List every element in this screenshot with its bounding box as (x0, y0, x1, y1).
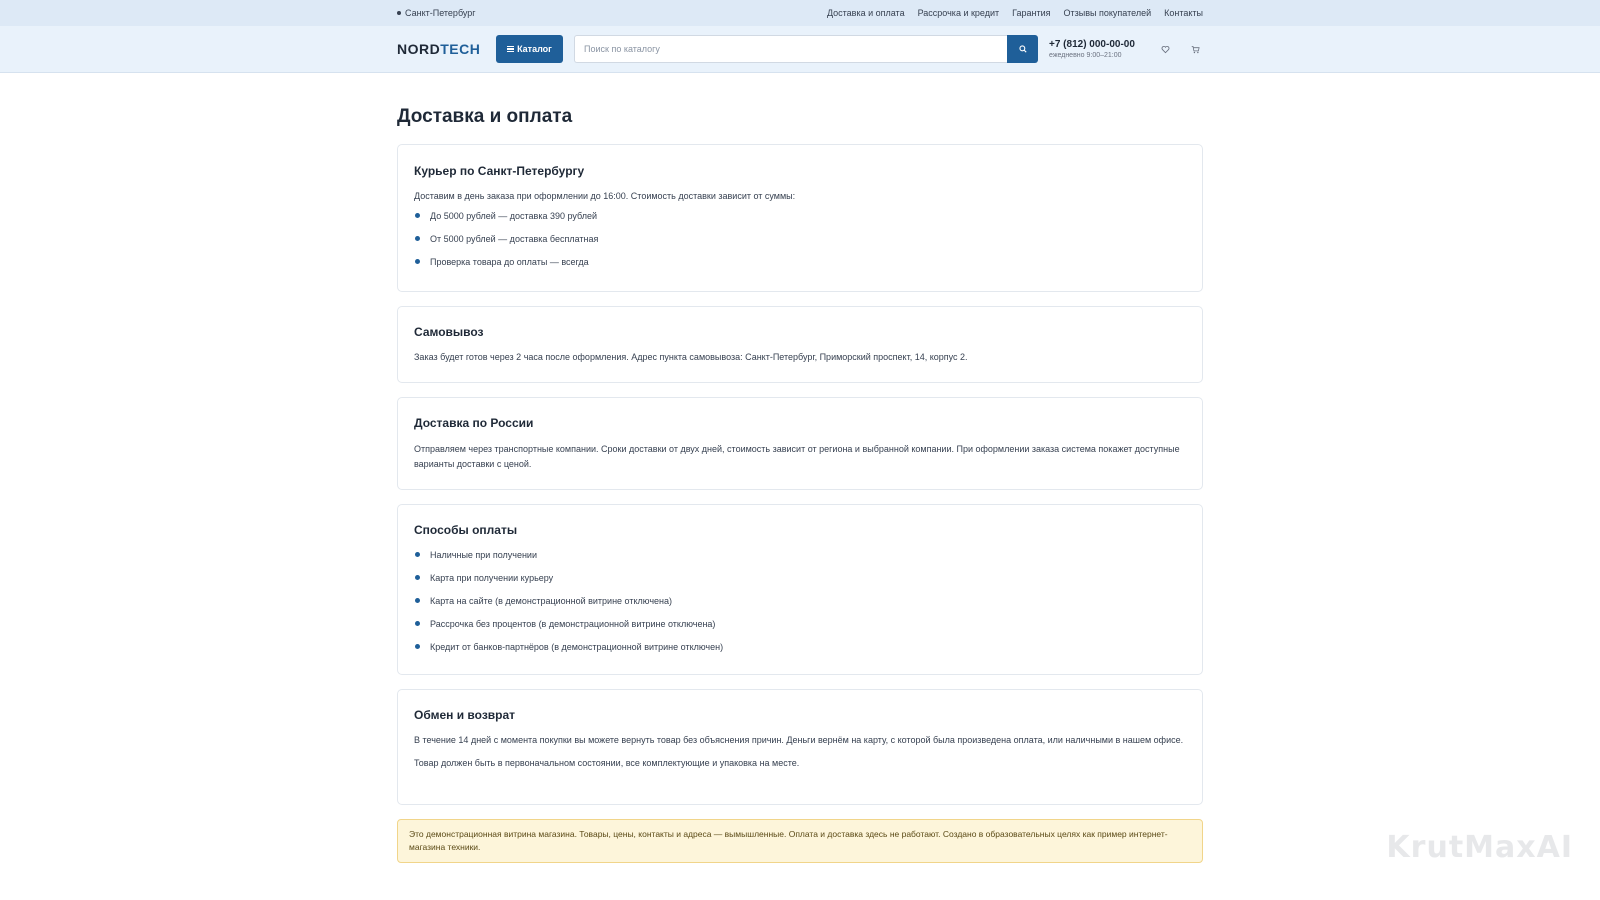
phone-hours: ежедневно 9:00–21:00 (1049, 52, 1122, 59)
search-bar (574, 35, 1038, 63)
top-link-reviews[interactable]: Отзывы покупателей (1063, 8, 1152, 18)
section-text: Заказ будет готов через 2 часа после оформления. Адрес пункта самовывоза: Санкт-Петербург, Приморский проспект, 14, корпус 2. (414, 352, 968, 362)
section-title: Обмен и возврат (414, 708, 516, 722)
list-item: Наличные при получении (414, 548, 1186, 571)
top-link-warranty[interactable]: Гарантия (1012, 8, 1051, 18)
demo-notice: Это демонстрационная витрина магазина. Товары, цены, контакты и адреса — вымышленные. Оплата и доставка здесь не работают. Создано в образовательных целях как пример интернет-магазина техники. (397, 819, 1203, 863)
list-item: Карта на сайте (в демонстрационной витрине отключена) (414, 594, 1186, 617)
menu-icon (507, 46, 514, 53)
city-selector[interactable] (397, 8, 476, 18)
main-content (397, 106, 1203, 863)
cart-button[interactable] (1188, 42, 1202, 56)
header (0, 26, 1600, 73)
list-item: Рассрочка без процентов (в демонстрационной витрине отключена) (414, 617, 1186, 640)
location-dot-icon (397, 11, 401, 15)
watermark: KrutMaxAI (1386, 830, 1573, 865)
logo-tech: TECH (440, 41, 481, 57)
payment-list (414, 548, 1186, 663)
heart-icon (1161, 45, 1170, 54)
catalog-label: Каталог (517, 44, 552, 54)
section-text: В течение 14 дней с момента покупки вы можете вернуть товар без объяснения причин. Деньги вернём на карту, с которой была произведена оплата, или наличными в нашем офисе. (414, 735, 1184, 745)
phone-number[interactable]: +7 (812) 000-00-00 (1049, 39, 1135, 50)
list-item: От 5000 рублей — доставка бесплатная (414, 232, 1186, 255)
section-pickup (397, 306, 1203, 383)
section-text-2: Товар должен быть в первоначальном состоянии, все комплектующие и упаковка на месте. (414, 758, 800, 768)
section-text: Отправляем через транспортные компании. Сроки доставки от двух дней, стоимость зависит от региона и выбранной компании. При оформлении заказа система покажет доступные варианты доставки с ценой. (414, 444, 1180, 469)
catalog-button[interactable] (496, 35, 563, 63)
cart-icon (1191, 45, 1200, 54)
courier-list (414, 209, 1186, 278)
list-item: До 5000 рублей — доставка 390 рублей (414, 209, 1186, 232)
section-title: Способы оплаты (414, 523, 518, 537)
section-title: Курьер по Санкт-Петербургу (414, 164, 585, 178)
favorites-button[interactable] (1158, 42, 1172, 56)
city-label: Санкт-Петербург (405, 8, 476, 18)
search-icon (1019, 45, 1027, 53)
logo[interactable] (397, 41, 496, 57)
section-russia-delivery (397, 397, 1203, 490)
logo-nord: NORD (397, 41, 441, 57)
phone-block (1049, 39, 1154, 59)
section-courier (397, 144, 1203, 292)
section-title: Доставка по России (414, 416, 534, 430)
top-link-delivery[interactable]: Доставка и оплата (826, 8, 905, 18)
top-nav (827, 8, 1203, 18)
search-input[interactable] (574, 35, 1007, 63)
header-icons (1158, 42, 1202, 56)
top-link-contacts[interactable]: Контакты (1164, 8, 1203, 18)
page-title: Доставка и оплата (397, 106, 573, 127)
section-payment (397, 504, 1203, 675)
search-button[interactable] (1007, 35, 1038, 63)
section-title: Самовывоз (414, 325, 484, 339)
topbar (0, 0, 1600, 26)
section-returns (397, 689, 1203, 805)
list-item: Карта при получении курьеру (414, 571, 1186, 594)
list-item: Проверка товара до оплаты — всегда (414, 255, 1186, 278)
top-link-installment[interactable]: Рассрочка и кредит (917, 8, 1000, 18)
section-text: Доставим в день заказа при оформлении до 16:00. Стоимость доставки зависит от суммы: (414, 191, 796, 201)
list-item: Кредит от банков-партнёров (в демонстрационной витрине отключен) (414, 640, 1186, 663)
